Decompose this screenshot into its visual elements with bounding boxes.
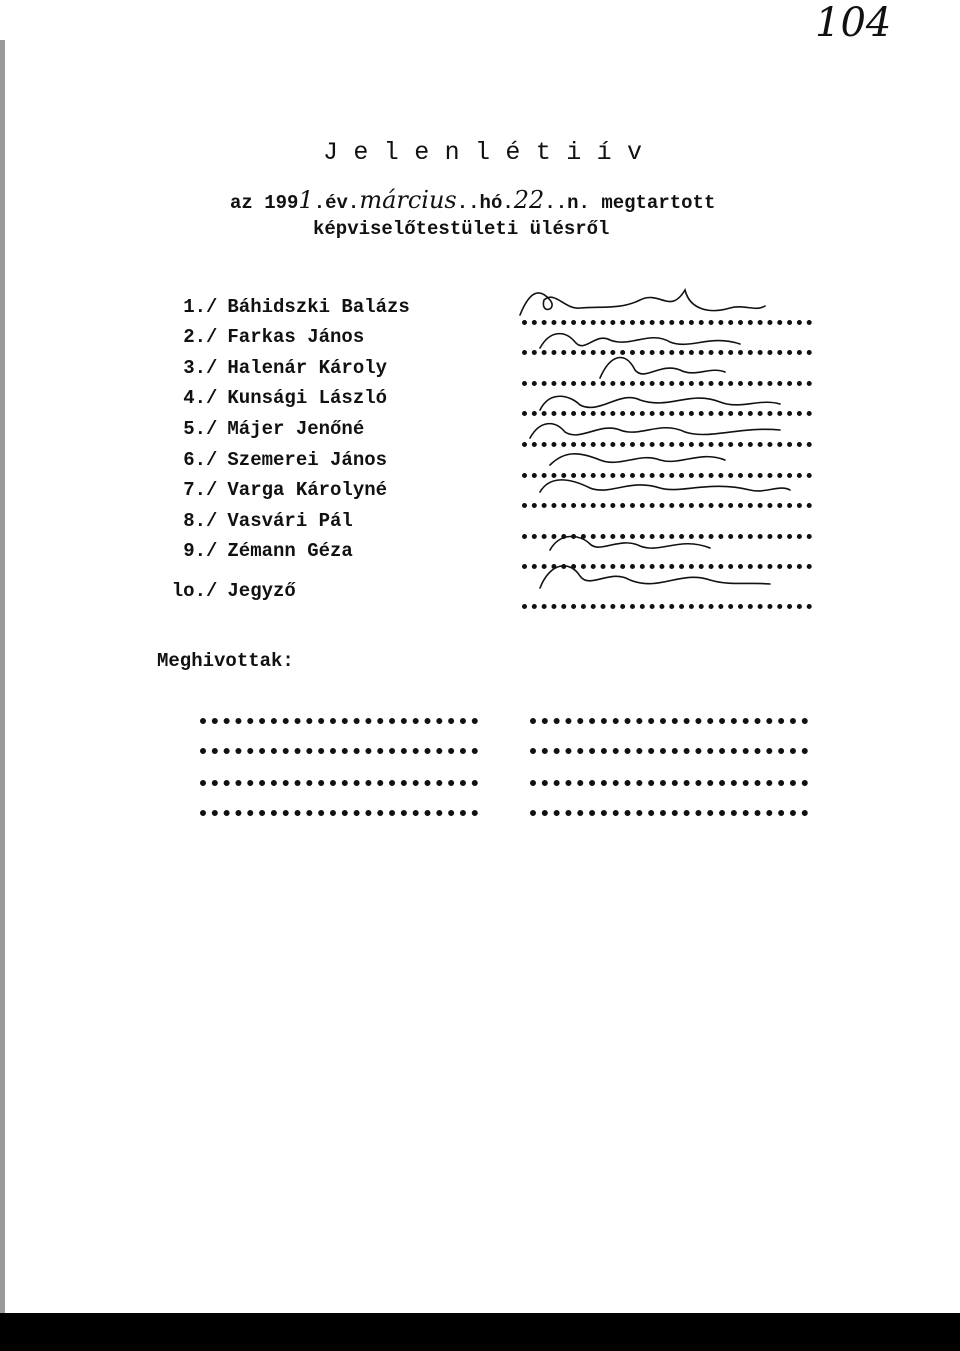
member-row: 6./ Szemerei János [183, 449, 388, 471]
scan-bottom-border [0, 1313, 960, 1351]
year-suffix: .év. [313, 192, 360, 214]
page-title: J e l e n l é t i í v [323, 138, 643, 167]
member-name: Varga Károlyné [227, 479, 388, 501]
member-name: Halenár Károly [227, 357, 388, 379]
month-handwritten: március [359, 186, 457, 214]
page-number-handwritten: 104 [815, 0, 892, 46]
member-row: 2./ Farkas János [183, 326, 365, 348]
member-row: 4./ Kunsági László [183, 387, 388, 409]
member-name: Szemerei János [227, 449, 388, 471]
member-name: Báhidszki Balázs [227, 296, 410, 318]
invited-line [530, 780, 808, 786]
year-handwritten: 1 [298, 186, 314, 214]
member-name: Jegyző [227, 580, 296, 602]
invited-line [530, 718, 808, 724]
invited-line [200, 810, 478, 816]
invited-line [200, 748, 478, 754]
invited-line [530, 748, 808, 754]
day-handwritten: 22 [513, 186, 545, 214]
month-suffix: ..hó. [456, 192, 514, 214]
invited-label: Meghivottak: [157, 650, 294, 672]
member-row: 8./ Vasvári Pál [183, 510, 353, 532]
member-name: Kunsági László [227, 387, 388, 409]
member-name: Farkas János [227, 326, 365, 348]
member-row: 5./ Májer Jenőné [183, 418, 365, 440]
invited-line [200, 780, 478, 786]
member-name: Zémann Géza [227, 540, 353, 562]
member-row: 1./ Báhidszki Balázs [183, 296, 410, 318]
date-prefix: az 199 [230, 192, 299, 214]
member-row: lo./ Jegyző [171, 580, 296, 602]
invited-line [530, 810, 808, 816]
member-row: 9./ Zémann Géza [183, 540, 353, 562]
meeting-date-line [230, 186, 715, 214]
member-name: Májer Jenőné [227, 418, 365, 440]
invited-line [200, 718, 478, 724]
date-suffix: ..n. megtartott [544, 192, 716, 214]
member-name: Vasvári Pál [227, 510, 353, 532]
signatures-scribbles [510, 270, 810, 600]
member-row: 3./ Halenár Károly [183, 357, 388, 379]
meeting-subtitle: képviselőtestületi ülésről [313, 218, 610, 240]
member-row: 7./ Varga Károlyné [183, 479, 388, 501]
scan-edge [0, 40, 5, 1313]
